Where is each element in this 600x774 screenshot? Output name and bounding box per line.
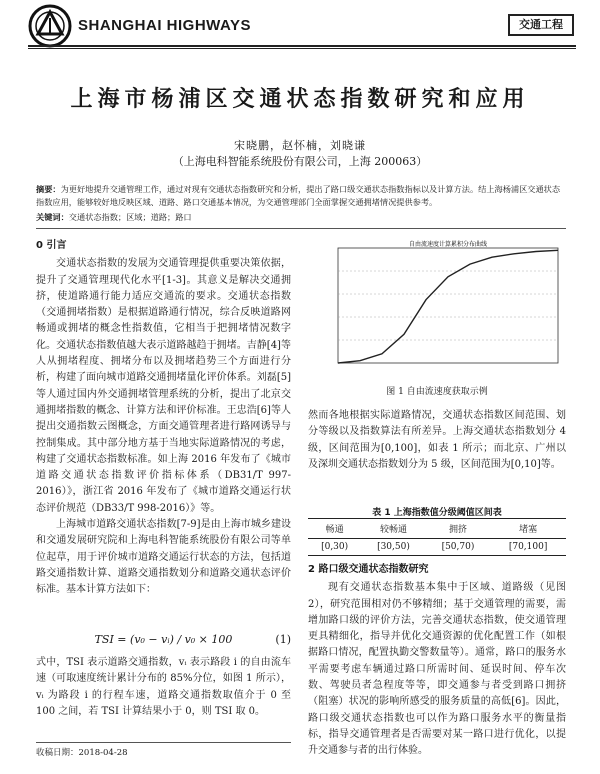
intro-paragraph-1: 交通状态指数的发展为交通管理提供重要决策依据，提升了交通管理现代化水平[1-3]。其意义是解决交通拥挤，使道路通行能力适应交通流的要求。交通状态指数（交通拥堵指数）是根据道路通行情况，综合反映道路网畅通或拥堵的概念性指数值，它相当于把拥堵情况数字化。交通状态指数值越大表示道路越趋于拥堵。吉静[4]等人从拥堵程度、拥堵分布以及拥堵趋势三个方面进行分析，构建了面向城市道路交通拥堵量化评价体系。刘磊[5]等人通过国内外交通拥堵管理系统的分析，提出了北京交通拥堵指数的概念、计算方法和评价标准。王忠浩[6]等人提出交通指数云图概念，方面交通管理者进行路网诱导与控制集成。其中部分地方基于当地实际道路情况的考虑，构建了交通状态指数标准。如上海 2016 年发布了《城市道路交通状态指数评价指标体系（DB31/T 997-2016）》，浙江省 2016 年发布了《城市道路交通运行状态评价规范（DB33/T 998-2016）》等。 [36, 258, 291, 514]
right-paragraph-1: 然而各地根据实际道路情况，交通状态指数区间范围、划分等级以及指数算法有所差异。上海交通状态指数划分 4 级，区间范围为[0,100]，如表 1 所示；而北京、广州以及深圳交通状态指数划分为 5 级，区间范围为[0,10]等。 [308, 410, 566, 470]
right-column-section-2 [308, 562, 566, 760]
keywords [36, 212, 566, 223]
table-header-cell: 畅通 [308, 519, 361, 539]
table-row [308, 539, 566, 556]
table-cell: [70,100] [490, 539, 566, 556]
table-cell: [50,70) [426, 539, 491, 556]
table-cell: [0,30) [308, 539, 361, 556]
section-2-paragraph: 现有交通状态指数基本集中于区域、道路级（见图 2），研究范围相对仍不够精细；基于交通管理的需要，需增加路口级的评价方法，完善交通状态指数，使交通管理更具精细化，指导并优化交通资源的优化配置工作（如根据路口情况，配置执勤交警数量等）。通常，路口的服务水平需要考虑车辆通过路口所需时间、延误时间、停车次数、驾驶员者急程度等等，即交通参与者受到路口拥挤（阻塞）状况的影响所感受的服务质量的高低[6]。因此，路口级交通状态指数也可以作为路口服务水平的衡量指标，指导交通管理者是否需要对某一路口进行优化，以提升交通参与者的出行体验。 [308, 582, 566, 757]
formula-1 [36, 633, 291, 646]
formula-number: (1) [275, 633, 291, 646]
header-rule [28, 45, 576, 47]
received-date: 收稿日期：2018-04-28 [36, 742, 291, 758]
left-column [36, 238, 291, 599]
abstract-text: 为更好地提升交通管理工作，通过对现有交通状态指数研究和分析，提出了路口级交通状态指数指标以及计算方法。结上海杨浦区交通状态指数应用，能够较好地反映区域、道路、路口交通基本情况，为交通管理部门全面掌握交通拥堵情况提供参考。 [36, 184, 561, 207]
intro-paragraph-2: 上海城市道路交通状态指数[7-9]是由上海市城乡建设和交通发展研究院和上海电科智能系统股份有限公司等单位起草，用于评价城市道路交通运行状态的方法，包括道路交通指数计算、道路交通指数划分和道路交通状态评价标准。基本计算方法如下： [36, 519, 291, 596]
section-2-heading: 2 路口级交通状态指数研究 [308, 564, 429, 575]
chart-title: 自由流速度计算累积分布曲线 [408, 241, 488, 248]
abstract-label: 摘要： [36, 184, 61, 194]
journal-logo [28, 4, 72, 48]
table-1-caption: 表 1 上海指数值分级阈值区间表 [372, 508, 502, 518]
table-header-cell: 较畅通 [361, 519, 426, 539]
abstract [36, 183, 566, 209]
abstract-separator [36, 228, 566, 229]
left-column-continued [36, 655, 291, 720]
header-rule-thin [28, 48, 576, 49]
table-1 [308, 518, 566, 556]
figure-1-chart [318, 238, 564, 380]
table-header-cell: 堵塞 [490, 519, 566, 539]
formula-expression: TSI = (v₀ − vᵢ) / v₀ × 100 [94, 633, 233, 646]
authors: 宋晓鹏，赵怀楠，刘晓谦 [234, 139, 366, 152]
formula-explanation: 式中，TSI 表示道路交通指数，vᵢ 表示路段 i 的自由流车速（可取速度统计累计分布的 85%分位，如图 1 所示），vᵢ 为路段 i 的行程车速，道路交通指数取值介于 0 至 100 之间，若 TSI 计算结果小于 0，则 TSI 取 0。 [36, 657, 291, 717]
keywords-text: 交通状态指数；区域；道路；路口 [68, 212, 192, 222]
section-badge: 交通工程 [508, 14, 574, 36]
table-header-cell: 拥挤 [426, 519, 491, 539]
affiliation: （上海电科智能系统股份有限公司，上海 200063） [172, 155, 428, 168]
table-cell: [30,50) [361, 539, 426, 556]
keywords-label: 关键词： [36, 212, 69, 222]
figure-1-caption: 图 1 自由流速度获取示例 [386, 387, 488, 397]
paper-title: 上海市杨浦区交通状态指数研究和应用 [70, 87, 530, 112]
journal-name: SHANGHAI HIGHWAYS [78, 17, 251, 34]
section-0-heading: 0 引言 [36, 240, 67, 251]
chart-plot-area [338, 248, 558, 363]
table-header-row [308, 519, 566, 539]
